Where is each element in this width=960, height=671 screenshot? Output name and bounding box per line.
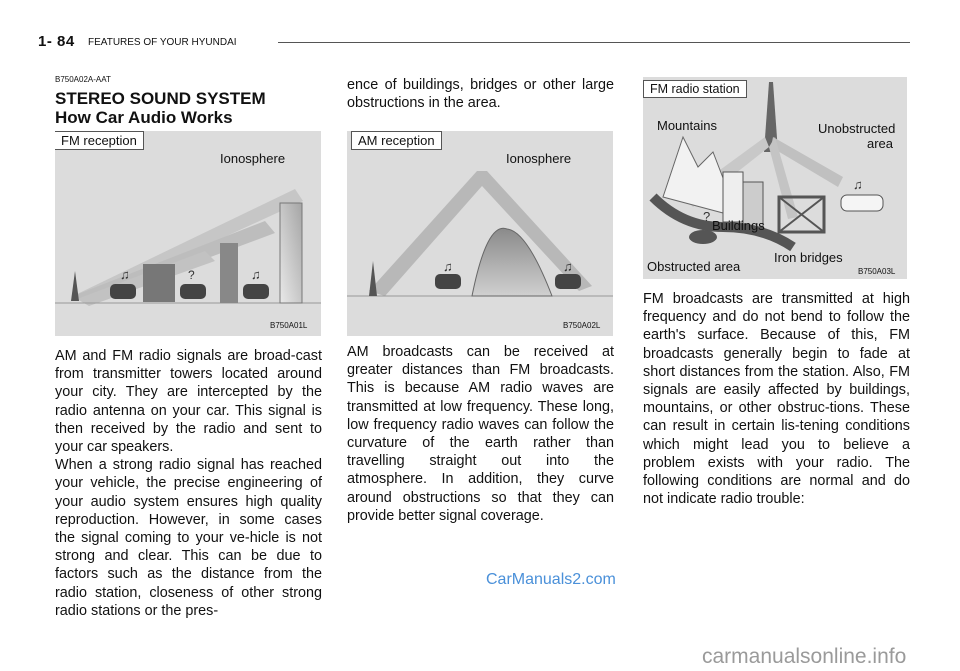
am-reception-figure bbox=[347, 131, 613, 336]
paragraph: AM and FM radio signals are broad-cast from transmitter towers located around your city. They are intercepted by the radio antenna on your car. This signal is then received by the radio and sent to your car speakers. bbox=[55, 348, 322, 456]
paragraph: When a strong radio signal has reached your vehicle, the precise engineering of your audio system ensures high quality reproduction. However, in some cases the signal coming to your ve-hicle is not strong and clear. This can be due to factors such as the distance from the radio station, closeness of other strong radio stations or the pres- bbox=[55, 457, 322, 619]
svg-text:♫: ♫ bbox=[563, 259, 573, 274]
svg-text:♫: ♫ bbox=[251, 267, 261, 282]
ionosphere-label: Ionosphere bbox=[220, 151, 286, 166]
fm-reception-figure bbox=[55, 131, 321, 336]
fm-station-figure bbox=[643, 77, 907, 279]
unobstructed-label-2: area bbox=[867, 136, 894, 151]
column-3-text: FM broadcasts are transmitted at high frequency and do not bend to follow the earth's surface. Because of this, FM broadcasts generally begin to fade at short distances from the station. Also, FM signals are easily affected by buildings, mountains, or other obstruc-tions. These can result in certain lis-tening conditions which might lead you to believe a problem exists with your radio. The following conditions are normal and do not indicate radio trouble: bbox=[643, 291, 910, 508]
svg-text:♫: ♫ bbox=[443, 259, 453, 274]
am-reception-illustration bbox=[347, 131, 613, 336]
section-code: B750A02A-AAT bbox=[55, 75, 111, 84]
figure-code: B750A01L bbox=[270, 321, 308, 330]
unobstructed-label: Unobstructed bbox=[818, 121, 896, 136]
watermark-link[interactable]: CarManuals2.com bbox=[486, 571, 616, 588]
fm-station-illustration bbox=[643, 77, 907, 279]
fm-station-tag: FM radio station bbox=[643, 80, 747, 98]
figure-code: B750A02L bbox=[563, 321, 601, 330]
page-subtitle: How Car Audio Works bbox=[55, 108, 233, 127]
fm-reception-tag: FM reception bbox=[55, 131, 144, 150]
section-title: FEATURES OF YOUR HYUNDAI bbox=[88, 37, 237, 48]
svg-text:♫: ♫ bbox=[853, 177, 863, 192]
column-2-continuation: ence of buildings, bridges or other large obstructions in the area. bbox=[347, 77, 614, 112]
watermark-footer: carmanualsonline.info bbox=[702, 645, 907, 668]
svg-text:?: ? bbox=[703, 209, 711, 224]
obstructed-label: Obstructed area bbox=[647, 259, 741, 274]
buildings-label: Buildings bbox=[712, 218, 765, 233]
mountains-label: Mountains bbox=[657, 118, 717, 133]
iron-bridges-label: Iron bridges bbox=[774, 250, 843, 265]
figure-code: B750A03L bbox=[858, 267, 896, 276]
column-1-text bbox=[55, 347, 322, 620]
page-title: STEREO SOUND SYSTEM bbox=[55, 89, 266, 108]
svg-text:?: ? bbox=[188, 268, 195, 282]
svg-text:♫: ♫ bbox=[120, 267, 130, 282]
page-number: 1- 84 bbox=[38, 33, 75, 50]
column-2-text: AM broadcasts can be received at greater distances than FM broadcasts. This is because AM radio waves are transmitted at low frequency. These long, low frequency radio waves can follow the curvature of the earth rather than travelling straight out into the atmosphere. In addition, they curve around obstructions so that they can provide better signal coverage. bbox=[347, 344, 614, 524]
am-reception-tag: AM reception bbox=[351, 131, 442, 150]
ionosphere-label: Ionosphere bbox=[506, 151, 572, 166]
header-rule bbox=[278, 42, 910, 43]
